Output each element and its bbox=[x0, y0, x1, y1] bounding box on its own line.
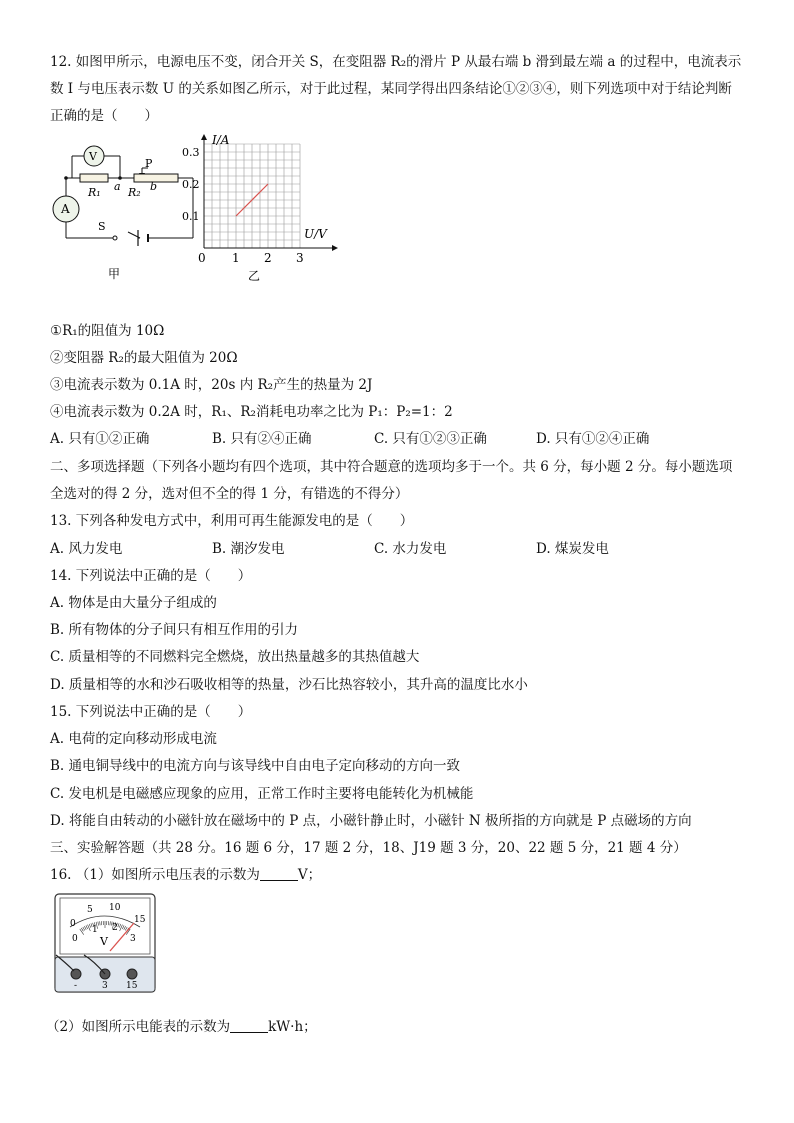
x-tick-label: 3 bbox=[296, 251, 304, 265]
q14-option-a[interactable]: A. 物体是由大量分子组成的 bbox=[50, 595, 217, 611]
iu-graph bbox=[180, 128, 340, 288]
upper-scale-10: 10 bbox=[109, 903, 121, 913]
r1-label: R₁ bbox=[88, 186, 101, 199]
q13-option-a[interactable]: A. 风力发电 bbox=[50, 541, 123, 557]
x-tick-label: 1 bbox=[232, 251, 240, 265]
q13-option-b[interactable]: B. 潮汐发电 bbox=[212, 541, 285, 557]
section2-title-line1: 二、多项选择题（下列各小题均有四个选项，其中符合题意的选项均多于一个。共 6 分，每小题 2 分。每小题选项 bbox=[50, 459, 733, 475]
q15-option-c[interactable]: C. 发电机是电磁感应现象的应用，正常工作时主要将电能转化为机械能 bbox=[50, 786, 474, 802]
lower-scale-0: 0 bbox=[72, 934, 78, 944]
q16-part2 bbox=[46, 1015, 317, 1035]
switch-label: S bbox=[98, 220, 106, 233]
lower-scale-2: 2 bbox=[112, 923, 118, 933]
x-axis-label: U/V bbox=[304, 227, 327, 241]
voltmeter-figure bbox=[54, 893, 156, 995]
y-axis-label: I/A bbox=[212, 133, 230, 147]
q12-option-b[interactable]: B. 只有②④正确 bbox=[212, 431, 312, 447]
terminal-label-3: 3 bbox=[102, 981, 108, 991]
x-tick-label: 2 bbox=[264, 251, 272, 265]
q12-option-c[interactable]: C. 只有①②③正确 bbox=[374, 431, 487, 447]
circuit-caption: 甲 bbox=[108, 267, 121, 281]
q12-stem-line3: 正确的是（ ） bbox=[50, 108, 158, 124]
y-tick-label: 0.2 bbox=[182, 178, 200, 191]
q14-option-c[interactable]: C. 质量相等的不同燃料完全燃烧，放出热量越多的其热值越大 bbox=[50, 649, 420, 665]
q16-part2-text: （2）如图所示电能表的示数为 bbox=[46, 1019, 231, 1035]
voltmeter-unit-symbol: V bbox=[100, 935, 108, 948]
q12-option-a[interactable]: A. 只有①②正确 bbox=[50, 431, 150, 447]
terminal-negative[interactable] bbox=[71, 969, 81, 979]
ammeter-label: A bbox=[61, 202, 70, 216]
r2-label: R₂ bbox=[128, 186, 141, 199]
y-tick-label: 0.1 bbox=[182, 210, 200, 223]
q15-option-d[interactable]: D. 将能自由转动的小磁针放在磁场中的 P 点，小磁针静止时，小磁针 N 极所指的方向就是 P 点磁场的方向 bbox=[50, 813, 692, 829]
voltmeter-label: V bbox=[89, 150, 97, 163]
point-b-label: b bbox=[150, 180, 158, 193]
q13-option-d[interactable]: D. 煤炭发电 bbox=[536, 541, 609, 557]
q12-conclusion-1: ①R₁的阻值为 10Ω bbox=[50, 323, 165, 339]
q12-conclusion-4: ④电流表示数为 0.2A 时，R₁、R₂消耗电功率之比为 P₁：P₂=1：2 bbox=[50, 404, 453, 420]
upper-scale-0: 0 bbox=[70, 919, 76, 929]
point-a-label: a bbox=[114, 180, 121, 193]
q12-conclusion-2: ②变阻器 R₂的最大阻值为 20Ω bbox=[50, 350, 238, 366]
q15-stem: 15. 下列说法中正确的是（ ） bbox=[50, 704, 252, 720]
q16-part1-unit: V； bbox=[297, 867, 322, 883]
circuit-diagram bbox=[50, 140, 200, 285]
section3-title: 三、实验解答题（共 28 分。16 题 6 分，17 题 2 分，18、J19 题 3 分，20、22 题 5 分，21 题 4 分） bbox=[50, 840, 687, 856]
q16-part2-answer-blank[interactable] bbox=[230, 1020, 268, 1033]
q14-option-b[interactable]: B. 所有物体的分子间只有相互作用的引力 bbox=[50, 622, 299, 638]
terminal-label-15: 15 bbox=[126, 981, 138, 991]
q16-part2-unit: kW·h； bbox=[268, 1019, 317, 1035]
q12-option-d[interactable]: D. 只有①②④正确 bbox=[536, 431, 650, 447]
lower-scale-1: 1 bbox=[92, 925, 98, 935]
q16-part1 bbox=[50, 863, 321, 883]
lower-scale-3: 3 bbox=[130, 934, 136, 944]
slider-label: P bbox=[145, 157, 153, 170]
q16-part1-text: 16. （1）如图所示电压表的示数为 bbox=[50, 867, 260, 883]
q14-stem: 14. 下列说法中正确的是（ ） bbox=[50, 568, 252, 584]
x-tick-label: 0 bbox=[198, 251, 206, 265]
graph-caption: 乙 bbox=[248, 269, 261, 283]
q13-stem: 13. 下列各种发电方式中，利用可再生能源发电的是（ ） bbox=[50, 513, 414, 529]
q12-stem-line2: 数 I 与电压表示数 U 的关系如图乙所示，对于此过程，某同学得出四条结论①②③④，则下列选项中对于结论判断 bbox=[50, 81, 732, 97]
section2-title-line2: 全选对的得 2 分，选对但不全的得 1 分，有错选的不得分） bbox=[50, 486, 409, 502]
y-tick-label: 0.3 bbox=[182, 146, 200, 159]
q15-option-b[interactable]: B. 通电铜导线中的电流方向与该导线中自由电子定向移动的方向一致 bbox=[50, 758, 461, 774]
q16-part1-answer-blank[interactable] bbox=[260, 868, 298, 881]
terminal-15v[interactable] bbox=[127, 969, 137, 979]
terminal-label-negative: - bbox=[74, 981, 78, 991]
upper-scale-5: 5 bbox=[87, 905, 93, 915]
q12-conclusion-3: ③电流表示数为 0.1A 时，20s 内 R₂产生的热量为 2J bbox=[50, 377, 373, 393]
q13-option-c[interactable]: C. 水力发电 bbox=[374, 541, 447, 557]
q14-option-d[interactable]: D. 质量相等的水和沙石吸收相等的热量，沙石比热容较小，其升高的温度比水小 bbox=[50, 677, 528, 693]
upper-scale-15: 15 bbox=[134, 915, 146, 925]
q15-option-a[interactable]: A. 电荷的定向移动形成电流 bbox=[50, 731, 217, 747]
q12-stem-line1: 12. 如图甲所示，电源电压不变，闭合开关 S，在变阻器 R₂的滑片 P 从最右端 b 滑到最左端 a 的过程中，电流表示 bbox=[50, 54, 742, 70]
resistor-r1 bbox=[80, 174, 108, 182]
